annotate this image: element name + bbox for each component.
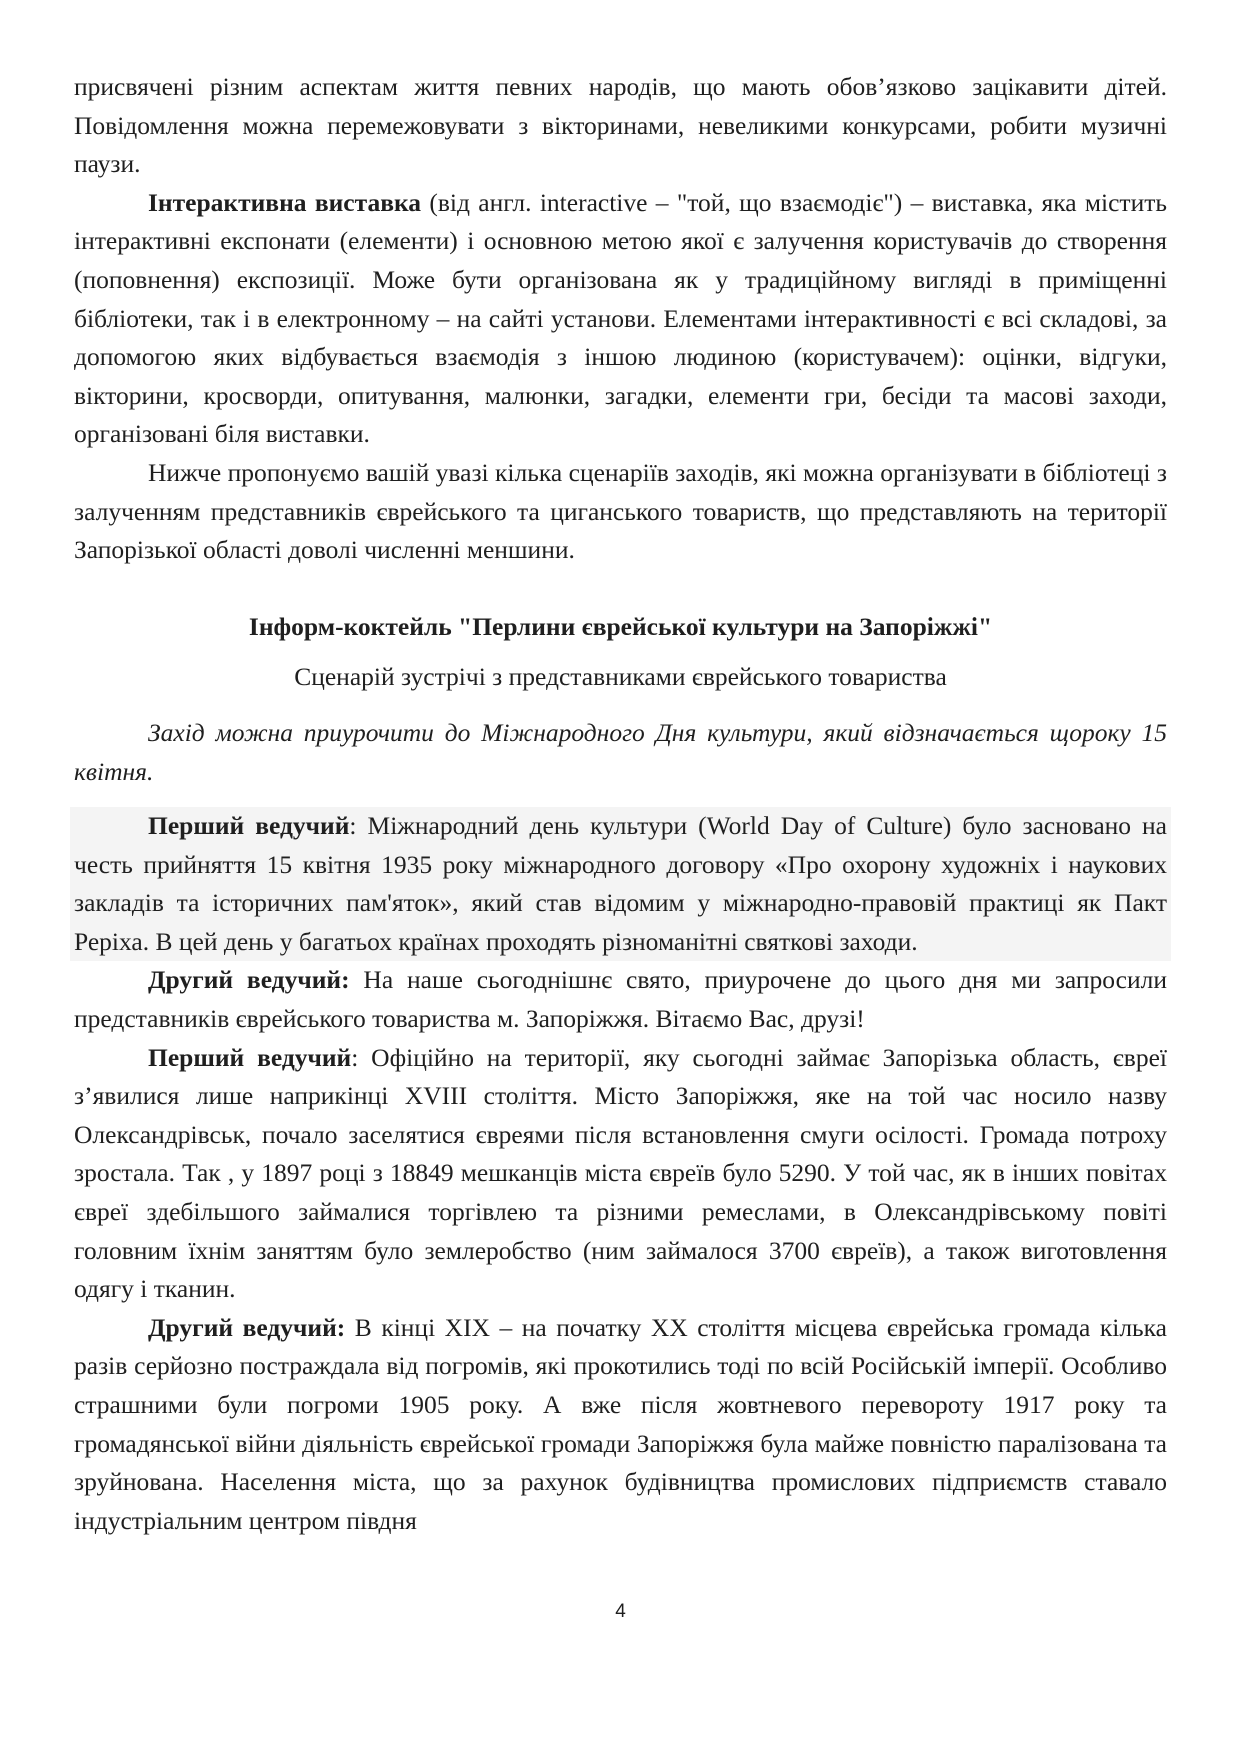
speaker-name: Перший ведучий <box>148 1042 352 1072</box>
speaker-separator: : <box>349 811 368 841</box>
speaker-separator <box>345 1313 355 1342</box>
dialogue-line <box>74 1309 1167 1541</box>
dialogue-text: Міжнародний день культури (World Day of Culture) було засновано на честь прийняття 15 квітня 1935 року міжнародного договору «Про охорону художніх і наукових закладів та історичних пам'яток», який став відомим у міжнародно-правовій практиці як Пакт Реріха. В цей день у багатьох країнах проходять різноманітні святкові заходи. <box>74 811 1167 956</box>
document-page <box>74 68 1167 1540</box>
dialogue-line <box>74 961 1167 1038</box>
section-title: Інформ-коктейль "Перлини єврейської культури на Запоріжжі" <box>248 611 993 641</box>
dialogue-text: В кінці XIX – на початку XX століття місцева єврейська громада кілька разів серйозно постраждала від погромів, які прокотились тоді по всій Російській імперії. Особливо страшними були погроми 1905 року. А вже після жовтневого перевороту 1917 року та громадянської війни діяльність єврейської громади Запоріжжя була майже повністю паралізована та зруйнована. Населення міста, що за рахунок будівництва промислових підприємств ставало індустріальним центром півдня <box>74 1312 1168 1535</box>
dialogue-text: Офіційно на території, яку сьогодні займає Запорізька область, євреї з’явилися лише наприкінці XVIII століття. Місто Запоріжжя, яке на той час носило назву Олександрівськ, почало заселятися євреями після встановлення смуги осілості. Громада потроху зростала. Так , у 1897 році з 18849 мешканців міста євреїв було 5290. У той час, як в інших повітах євреї здебільшого займалися торгівлею та різними ремеслами, в Олександрівському повіті головним їхнім заняттям було землеробство (ним займалося 3700 євреїв), а також виготовлення одягу і тканин. <box>74 1042 1168 1304</box>
speaker-name: Другий ведучий: <box>148 965 350 995</box>
paragraph-scenarios-intro: Нижче пропонуємо вашій увазі кілька сценаріїв заходів, які можна організувати в бібліотеці з залученням представників єврейського та циганського товариств, що представляють на території Запорізької області доволі численні меншини. <box>74 457 1167 565</box>
paragraph-intro-continuation: присвячені різним аспектам життя певних народів, що мають обов’язково зацікавити дітей. Повідомлення можна перемежовувати з вікторинами, невеликими конкурсами, робити музичні паузи. <box>74 72 1167 179</box>
speaker-name: Другий ведучий: <box>148 1312 346 1342</box>
section-note: Захід можна приурочити до Міжнародного Дня культури, який відзначається щороку 15 квітня. <box>74 717 1167 786</box>
term-interactive-exhibition: Інтерактивна виставка <box>148 187 422 217</box>
dialogue-line <box>70 807 1171 961</box>
dialogue-line <box>74 1039 1167 1309</box>
interactive-exhibition-definition: (від англ. interactive – "той, що взаємодіє") – виставка, яка містить інтерактивні експонати (елементи) і основною метою якої є залучення користувачів до створення (поповнення) експозиції. Може бути організована як у традиційному вигляді в приміщенні бібліотеки, так і в електронному – на сайті установи. Елементами інтерактивності є всі складові, за допомогою яких відбувається взаємодія з іншою людиною (користувачем): оцінки, відгуки, вікторини, кросворди, опитування, малюнки, загадки, елементи гри, бесіди та масові заходи, організовані біля виставки. <box>74 187 1167 449</box>
dialogue-text: На наше сьогоднішнє свято, приурочене до цього дня ми запросили представників єврейського товариства м. Запоріжжя. Вітаємо Вас, друзі! <box>74 965 1167 1034</box>
speaker-name: Перший ведучий <box>148 811 350 841</box>
speaker-separator: : <box>351 1042 372 1072</box>
paragraph-interactive-exhibition <box>74 184 1167 454</box>
section-subtitle: Сценарій зустрічі з представниками єврейського товариства <box>294 662 947 692</box>
speaker-separator <box>350 965 364 994</box>
page-number: 4 <box>615 1601 626 1622</box>
